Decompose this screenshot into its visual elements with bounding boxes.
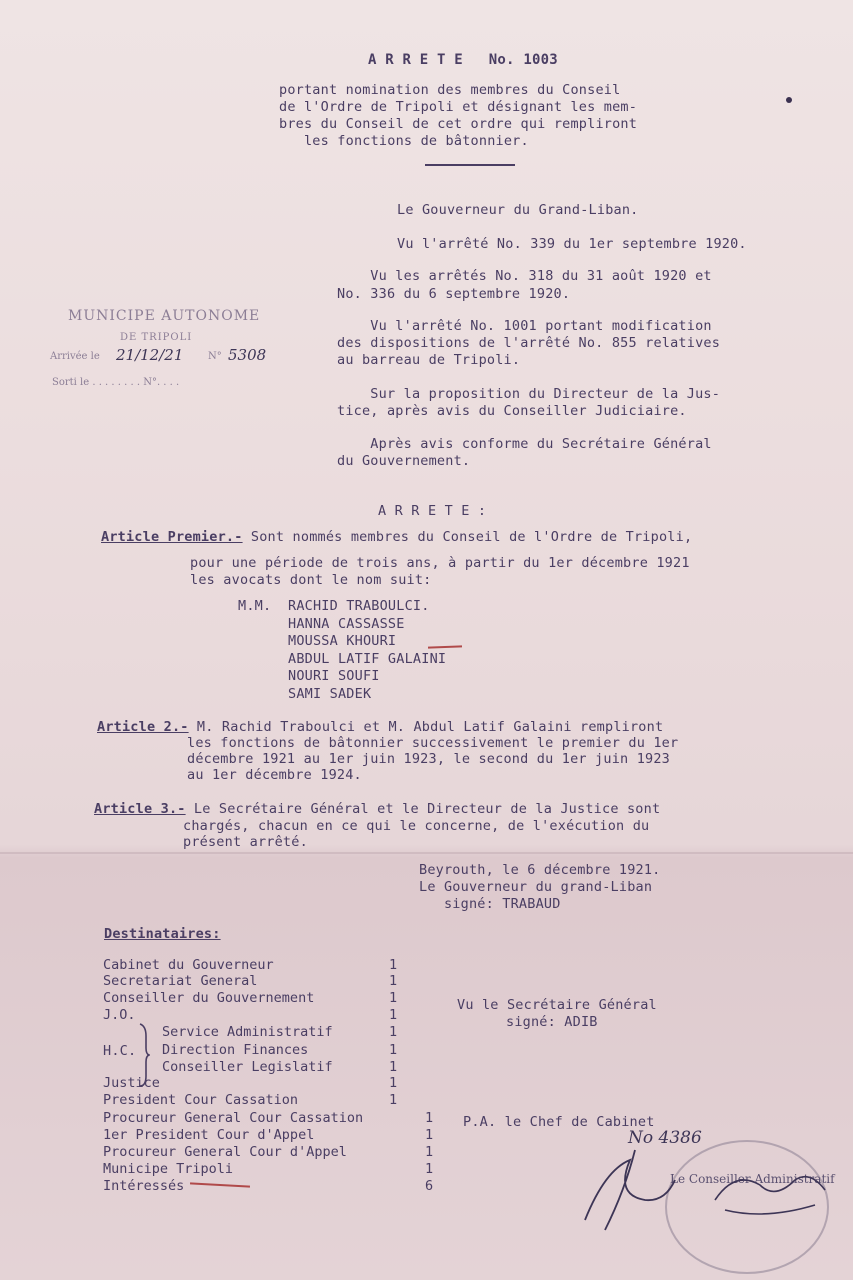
article-2-label: Article 2.- xyxy=(97,719,189,735)
arrete-heading: A R R E T E : xyxy=(378,503,487,519)
destinataire-label: Cabinet du Gouverneur xyxy=(103,957,274,973)
destinataire-count: 1 xyxy=(425,1127,434,1143)
stamp-line-1: MUNICIPE AUTONOME xyxy=(68,308,261,324)
chef-cabinet: P.A. le Chef de Cabinet xyxy=(463,1114,655,1130)
preamble-line-9: tice, après avis du Conseiller Judiciaire. xyxy=(337,403,687,419)
member-name-1: RACHID TRABOULCI. xyxy=(288,598,430,614)
preamble-line-6: des dispositions de l'arrêté No. 855 relatives xyxy=(337,335,721,351)
preamble-line-3: Vu les arrêtés No. 318 du 31 août 1920 et xyxy=(337,268,712,284)
destinataire-count: 1 xyxy=(389,1092,398,1108)
member-name-2: HANNA CASSASSE xyxy=(288,615,405,632)
article-2-line-3: au 1er décembre 1924. xyxy=(187,767,362,783)
article-3-text-first: Le Secrétaire Général et le Directeur de la Justice sont xyxy=(185,801,661,817)
destinataire-label: Justice xyxy=(103,1075,160,1091)
destinataire-label: Secretariat General xyxy=(103,973,258,989)
destinataire-count: 1 xyxy=(425,1161,434,1177)
preamble-line-5: Vu l'arrêté No. 1001 portant modification xyxy=(337,318,712,334)
destinataire-label: Conseiller du Gouvernement xyxy=(103,990,315,1006)
article-3-label: Article 3.- xyxy=(94,801,186,817)
title-rule xyxy=(425,164,515,166)
article-3-line-1: chargés, chacun en ce qui le concerne, de l'exécution du xyxy=(183,818,650,834)
paper-fold xyxy=(0,852,853,854)
names-prefix: M.M. xyxy=(238,598,272,614)
destinataire-count: 1 xyxy=(425,1144,434,1160)
article-3-line-2: présent arrêté. xyxy=(183,834,308,850)
article-1-line-2: les avocats dont le nom suit: xyxy=(190,572,432,588)
stamp-arrivee-no: 5308 xyxy=(228,346,267,364)
member-name-4: ABDUL LATIF GALAINI xyxy=(288,650,447,667)
destinataire-count: 1 xyxy=(389,990,398,1006)
article-2-line-2: décembre 1921 au 1er juin 1923, le second du 1er juin 1923 xyxy=(187,751,671,767)
article-1-label: Article Premier.- xyxy=(101,529,243,545)
destinataires-heading: Destinataires: xyxy=(104,926,221,942)
destinataire-label: Intéressés xyxy=(103,1178,185,1194)
signature-line-1: Beyrouth, le 6 décembre 1921. xyxy=(419,862,661,878)
stamp-arrivee-no-label: N° xyxy=(208,351,222,362)
destinataire-count: 1 xyxy=(389,1075,398,1091)
ink-dot xyxy=(786,97,792,103)
stamp-arrivee-date: 21/12/21 xyxy=(116,346,184,364)
handwritten-ref: No 4386 xyxy=(628,1128,702,1148)
destinataire-label: Service Administratif xyxy=(162,1024,333,1040)
article-2-first-line xyxy=(97,719,663,735)
subtitle-line-2: de l'Ordre de Tripoli et désignant les mem- xyxy=(279,99,638,115)
destinataire-count: 1 xyxy=(389,1059,398,1075)
destinataire-count: 1 xyxy=(389,973,398,989)
hc-label: H.C. xyxy=(103,1043,137,1059)
destinataire-label: 1er President Cour d'Appel xyxy=(103,1127,315,1143)
destinataire-label: President Cour Cassation xyxy=(103,1092,299,1108)
destinataire-count: 1 xyxy=(389,957,398,973)
signature-line-2: Le Gouverneur du grand-Liban xyxy=(419,879,653,895)
member-name-6: SAMI SADEK xyxy=(288,685,372,702)
destinataire-label: Procureur General Cour d'Appel xyxy=(103,1144,347,1160)
subtitle-line-4: les fonctions de bâtonnier. xyxy=(279,133,529,149)
stamp-arrivee-label: Arrivée le xyxy=(50,351,100,362)
preamble-line-10: Après avis conforme du Secrétaire Général xyxy=(337,436,712,452)
destinataire-count: 1 xyxy=(389,1007,398,1023)
destinataire-label: Municipe Tripoli xyxy=(103,1161,234,1177)
preamble-line-4: No. 336 du 6 septembre 1920. xyxy=(337,286,571,302)
article-2-line-1: les fonctions de bâtonnier successivement le premier du 1er xyxy=(187,735,679,751)
stamp-sorti: Sorti le . . . . . . . . N°. . . . xyxy=(52,377,180,388)
preamble-line-2: Vu l'arrêté No. 339 du 1er septembre 1920. xyxy=(397,236,747,252)
preamble-line-1: Le Gouverneur du Grand-Liban. xyxy=(397,202,639,218)
preamble-line-8: Sur la proposition du Directeur de la Jus- xyxy=(337,386,721,402)
article-3-first-line xyxy=(94,801,660,817)
signature-line-3: signé: TRABAUD xyxy=(419,896,561,912)
member-name-5: NOURI SOUFI xyxy=(288,668,380,684)
handwritten-signature xyxy=(575,1140,835,1240)
hc-brace xyxy=(136,1022,150,1088)
subtitle-line-1: portant nomination des membres du Conseil xyxy=(279,82,621,98)
destinataire-count: 1 xyxy=(389,1024,398,1040)
destinataire-label: Procureur General Cour Cassation xyxy=(103,1110,364,1126)
destinataire-count: 1 xyxy=(389,1042,398,1058)
subtitle-line-3: bres du Conseil de cet ordre qui rempliront xyxy=(279,116,638,132)
article-1-first-line xyxy=(101,529,692,545)
destinataire-label: J.O. xyxy=(103,1007,136,1023)
secretaire-line-2: signé: ADIB xyxy=(506,1014,598,1030)
article-1-text-first: Sont nommés membres du Conseil de l'Ordre de Tripoli, xyxy=(242,529,693,545)
secretaire-line-1: Vu le Secrétaire Général xyxy=(457,997,657,1013)
preamble-line-7: au barreau de Tripoli. xyxy=(337,352,521,368)
article-1-line-1: pour une période de trois ans, à partir du 1er décembre 1921 xyxy=(190,555,690,571)
preamble-line-11: du Gouvernement. xyxy=(337,453,471,469)
destinataire-label: Conseiller Legislatif xyxy=(162,1059,333,1075)
document-title: A R R E T E No. 1003 xyxy=(368,52,558,68)
seal-text: Le Conseiller Administratif xyxy=(670,1172,835,1186)
member-name-3: MOUSSA KHOURI xyxy=(288,633,397,649)
destinataire-count: 1 xyxy=(425,1110,434,1126)
stamp-line-2: DE TRIPOLI xyxy=(120,332,193,343)
destinataire-label: Direction Finances xyxy=(162,1042,309,1058)
destinataire-count: 6 xyxy=(425,1178,434,1194)
article-2-text-first: M. Rachid Traboulci et M. Abdul Latif Galaini rempliront xyxy=(188,719,664,735)
